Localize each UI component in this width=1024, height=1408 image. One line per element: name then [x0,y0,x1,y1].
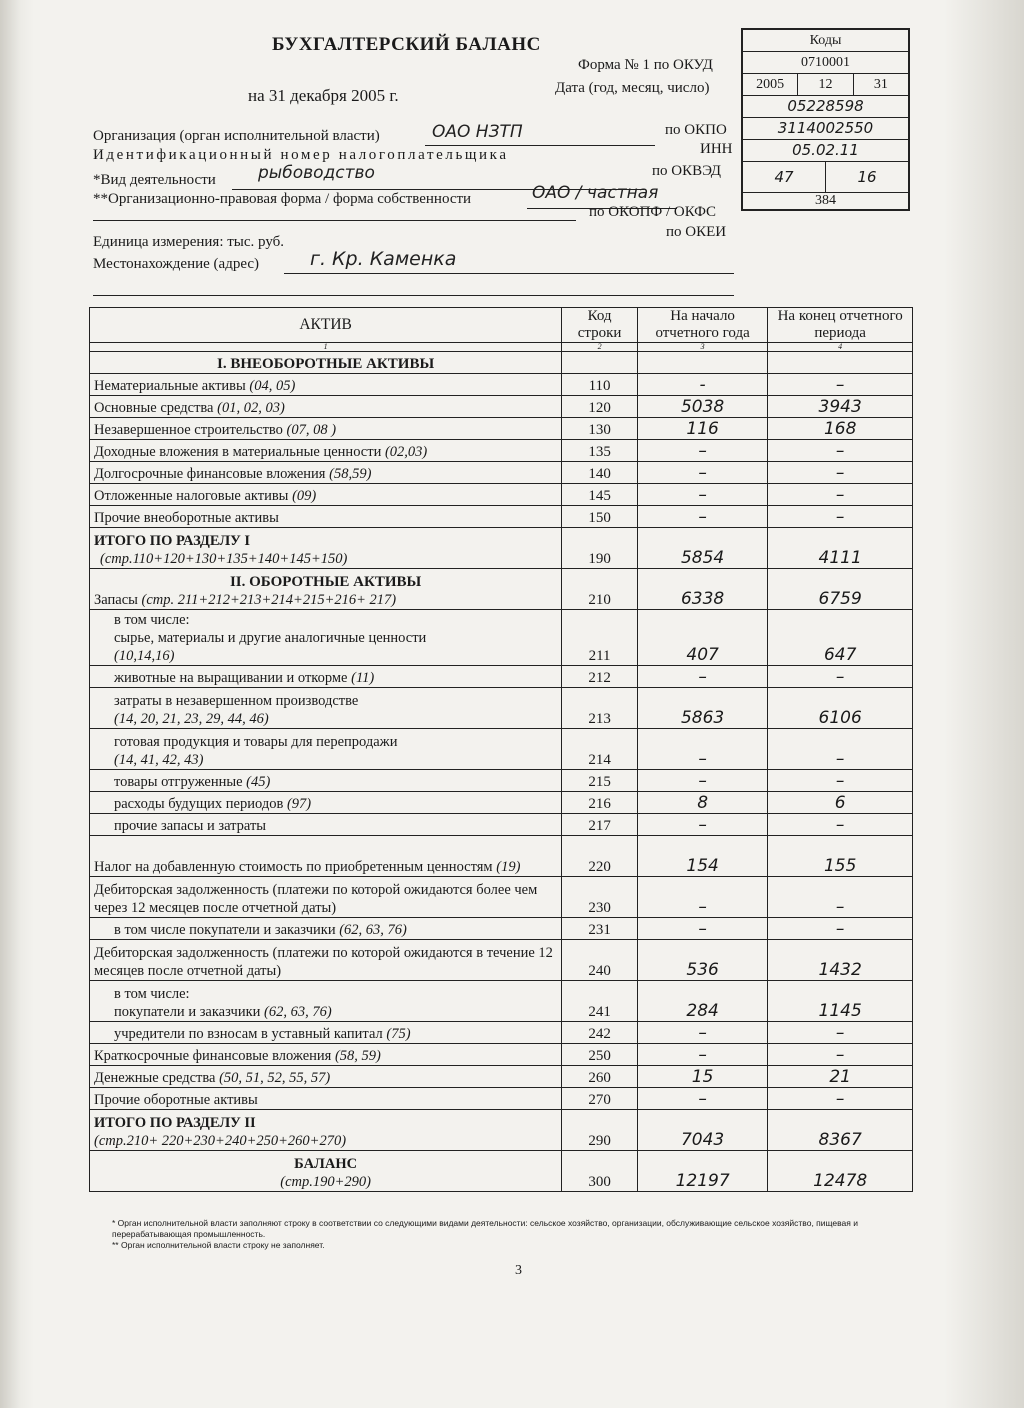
row-end: 647 [768,610,913,666]
document-title: БУХГАЛТЕРСКИЙ БАЛАНС [272,34,541,55]
row-code: 231 [562,918,638,940]
row-end: 4111 [768,528,913,569]
row-code: 216 [562,792,638,814]
row-ref: (07, 08 ) [286,422,337,438]
okpo-label: по ОКПО [665,122,727,138]
row-ref: (стр. 211+212+213+214+215+216+ 217) [141,592,397,608]
row-code: 260 [562,1066,638,1088]
row-code: 145 [562,484,638,506]
legal-underline-2 [93,220,576,221]
okved-label: по ОКВЭД [652,163,721,179]
col-header-code: Код строки [562,308,638,343]
table-row [90,506,913,528]
address-underline-2 [93,295,734,296]
row-ref: (стр.110+120+130+135+140+145+150) [100,551,348,567]
row-code: 211 [562,610,638,666]
row-end: – [768,484,913,506]
row-begin: 5863 [637,688,767,729]
row-begin: 154 [637,836,767,877]
row-code: 270 [562,1088,638,1110]
row-name: товары отгруженные [114,774,243,790]
row-begin: – [637,1022,767,1044]
row-begin: 536 [637,940,767,981]
inn-caption: Идентификационный номер налогоплательщика [93,147,509,163]
row-begin: 15 [637,1066,767,1088]
row-end: – [768,440,913,462]
row-ref: (02,03) [384,444,428,460]
row-ref: (09) [292,488,317,504]
org-value: ОАО НЗТП [432,122,523,142]
row-name: Дебиторская задолженность (платежи по которой ожидаются более чем через 12 месяцев после отчетной даты) [94,882,538,916]
row-code: 290 [562,1110,638,1151]
okfs-code: 16 [825,162,908,192]
row-code: 212 [562,666,638,688]
table-row [90,770,913,792]
report-date: на 31 декабря 2005 г. [248,86,399,105]
date-day: 31 [853,74,908,95]
table-row [90,396,913,418]
row-code: 214 [562,729,638,770]
row-end: 168 [768,418,913,440]
row-code: 250 [562,1044,638,1066]
row-begin: – [637,1088,767,1110]
row-code: 220 [562,836,638,877]
row-ref: (97) [286,796,312,812]
row-end: 1145 [768,981,913,1022]
row-end: 6759 [768,569,913,610]
okud-code: 0710001 [801,55,850,70]
row-begin: – [637,440,767,462]
date-month: 12 [797,74,852,95]
table-row [90,569,913,610]
address-label: Местонахождение (адрес) [93,256,260,272]
row-end: – [768,877,913,918]
row-code: 110 [562,374,638,396]
row-code: 240 [562,940,638,981]
row-begin: – [637,666,767,688]
col-header-begin: На начало отчетного года [637,308,767,343]
row-name: в том числе: [114,986,190,1002]
table-row [90,484,913,506]
row-begin: 116 [637,418,767,440]
row-ref: (14, 41, 42, 43) [114,752,204,768]
row-name: Незавершенное строительство [94,422,283,438]
row-code: 190 [562,528,638,569]
org-label: Организация (орган исполнительной власти) [93,128,380,144]
row-code: 241 [562,981,638,1022]
row-ref: (01, 02, 03) [217,400,285,416]
date-label: Дата (год, месяц, число) [555,80,710,96]
row-name: ИТОГО ПО РАЗДЕЛУ II [94,1115,256,1131]
row-end: – [768,1044,913,1066]
row-name: Запасы [94,592,138,608]
row-begin: - [637,374,767,396]
row-name: животные на выращивании и откорме [114,670,348,686]
row-end: 8367 [768,1110,913,1151]
table-row [90,462,913,484]
row-name: Доходные вложения в материальные ценности [94,444,382,460]
row-begin: – [637,729,767,770]
row-name: в том числе: [114,612,190,628]
legal-form-label: **Организационно-правовая форма / форма собственности [93,191,472,207]
row-name: ИТОГО ПО РАЗДЕЛУ I [94,533,251,549]
col-header-aktiv: АКТИВ [90,308,562,343]
table-row-total [90,1110,913,1151]
okopf-label: по ОКОПФ / ОКФС [589,204,716,220]
org-underline [425,145,655,146]
row-begin: – [637,484,767,506]
date-year: 2005 [756,77,785,92]
row-ref: (11) [351,670,375,686]
balance-table [89,307,913,1192]
section-2-title: II. ОБОРОТНЫЕ АКТИВЫ [229,574,422,590]
row-name: Краткосрочные финансовые вложения [94,1048,332,1064]
row-begin: 6338 [637,569,767,610]
table-row [90,814,913,836]
row-name: расходы будущих периодов [114,796,284,812]
row-code: 150 [562,506,638,528]
row-end: 21 [768,1066,913,1088]
row-end: – [768,1022,913,1044]
okved-code: 05.02.11 [792,141,859,159]
row-begin: 5854 [637,528,767,569]
okei-label: по ОКЕИ [666,224,727,240]
row-code: 135 [562,440,638,462]
row-begin: – [637,462,767,484]
row-ref: (10,14,16) [114,648,175,664]
row-code: 217 [562,814,638,836]
table-row [90,688,913,729]
row-ref: (45) [246,774,271,790]
table-row [90,610,913,666]
table-row [90,1066,913,1088]
inn-code: 3114002550 [777,119,874,137]
table-row-total [90,528,913,569]
footnote-1: * Орган исполнительной власти заполняют строку в соответствии со следующими видами деятельности: сельское хозяйство, организации, обслуживающие сельское хозяйство, пищевая и перерабатывающая промышленность. [112,1218,858,1239]
row-ref: (58, 59) [334,1048,381,1064]
row-end: – [768,729,913,770]
scan-edge-right [944,0,1024,1408]
table-row [90,666,913,688]
row-begin: 284 [637,981,767,1022]
col-num-4: 4 [768,343,913,352]
row-end: 6 [768,792,913,814]
row-begin: – [637,918,767,940]
table-row [90,1022,913,1044]
table-row [90,918,913,940]
row-ref: (75) [386,1026,411,1042]
row-name: БАЛАНС [294,1156,358,1172]
footnotes [112,1218,922,1251]
section-1-title: I. ВНЕОБОРОТНЫЕ АКТИВЫ [90,352,562,374]
row-code: 300 [562,1151,638,1192]
activity-label: *Вид деятельности [93,172,216,188]
row-code: 213 [562,688,638,729]
row-begin: 407 [637,610,767,666]
row-end: – [768,374,913,396]
row-name: Нематериальные активы [94,378,246,394]
col-num-1: 1 [90,343,562,352]
inn-label: ИНН [700,141,733,157]
row-ref: (19) [496,859,521,875]
row-end: – [768,462,913,484]
row-ref: (стр.190+290) [280,1174,371,1190]
table-row [90,418,913,440]
row-name: затраты в незавершенном производстве [114,693,359,709]
table-row [90,374,913,396]
row-name: Основные средства [94,400,214,416]
row-code: 130 [562,418,638,440]
row-end: 6106 [768,688,913,729]
okopf-code: 47 [774,168,794,186]
row-name: Прочие внеоборотные активы [94,510,279,526]
row-code: 140 [562,462,638,484]
table-row [90,1088,913,1110]
row-code: 242 [562,1022,638,1044]
row-begin: – [637,877,767,918]
row-name: покупатели и заказчики [114,1004,261,1020]
okud-label: Форма № 1 по ОКУД [578,57,713,73]
row-end: – [768,506,913,528]
row-begin: – [637,814,767,836]
scan-edge-left [0,0,34,1408]
row-end: 12478 [768,1151,913,1192]
row-code: 120 [562,396,638,418]
row-ref: (14, 20, 21, 23, 29, 44, 46) [114,711,269,727]
table-row [90,729,913,770]
row-end: 155 [768,836,913,877]
col-num-3: 3 [637,343,767,352]
activity-value: рыбоводство [258,163,375,183]
address-underline [284,273,734,274]
row-end: – [768,770,913,792]
col-num-2: 2 [562,343,638,352]
row-end: – [768,666,913,688]
table-row-balance [90,1151,913,1192]
row-begin: 5038 [637,396,767,418]
row-name: готовая продукция и товары для перепродажи [114,734,398,750]
row-end: – [768,918,913,940]
row-code: 215 [562,770,638,792]
row-ref: (58,59) [329,466,372,482]
row-ref: (50, 51, 52, 55, 57) [219,1070,331,1086]
row-ref: (62, 63, 76) [339,922,407,938]
row-begin: – [637,770,767,792]
row-name: сырье, материалы и другие аналогичные ценности [114,630,427,646]
table-row [90,981,913,1022]
codes-box [741,28,910,211]
table-row [90,792,913,814]
row-begin: 7043 [637,1110,767,1151]
row-name: Дебиторская задолженность (платежи по которой ожидаются в течение 12 месяцев после отчетной даты) [94,945,553,979]
row-code: 230 [562,877,638,918]
row-begin: – [637,1044,767,1066]
codes-title: Коды [809,33,842,48]
row-end: – [768,814,913,836]
row-name: Долгосрочные финансовые вложения [94,466,326,482]
row-begin: 12197 [637,1151,767,1192]
row-begin: 8 [637,792,767,814]
page-number: 3 [515,1263,522,1278]
row-name: Отложенные налоговые активы [94,488,289,504]
row-name: Прочие оборотные активы [94,1092,258,1108]
row-ref: (стр.210+ 220+230+240+250+260+270) [94,1133,347,1149]
footnote-2: ** Орган исполнительной власти строку не заполняет. [112,1240,325,1250]
row-name: Денежные средства [94,1070,216,1086]
row-name: Налог на добавленную стоимость по приобретенным ценностям [94,859,493,875]
table-row [90,1044,913,1066]
row-end: – [768,1088,913,1110]
okpo-code: 05228598 [787,97,864,115]
row-code: 210 [562,569,638,610]
table-row [90,836,913,877]
row-end: 3943 [768,396,913,418]
row-name: учредители по взносам в уставный капитал [114,1026,383,1042]
okei-code: 384 [815,193,836,208]
unit-label: Единица измерения: тыс. руб. [93,234,285,250]
row-end: 1432 [768,940,913,981]
row-name: прочие запасы и затраты [114,818,267,834]
col-header-end: На конец отчетного периода [768,308,913,343]
row-ref: (04, 05) [249,378,296,394]
legal-form-value: ОАО / частная [532,183,659,203]
row-begin: – [637,506,767,528]
table-row [90,940,913,981]
table-row [90,440,913,462]
address-value: г. Кр. Каменка [310,248,457,270]
row-name: в том числе покупатели и заказчики [114,922,336,938]
table-row [90,877,913,918]
row-ref: (62, 63, 76) [264,1004,332,1020]
